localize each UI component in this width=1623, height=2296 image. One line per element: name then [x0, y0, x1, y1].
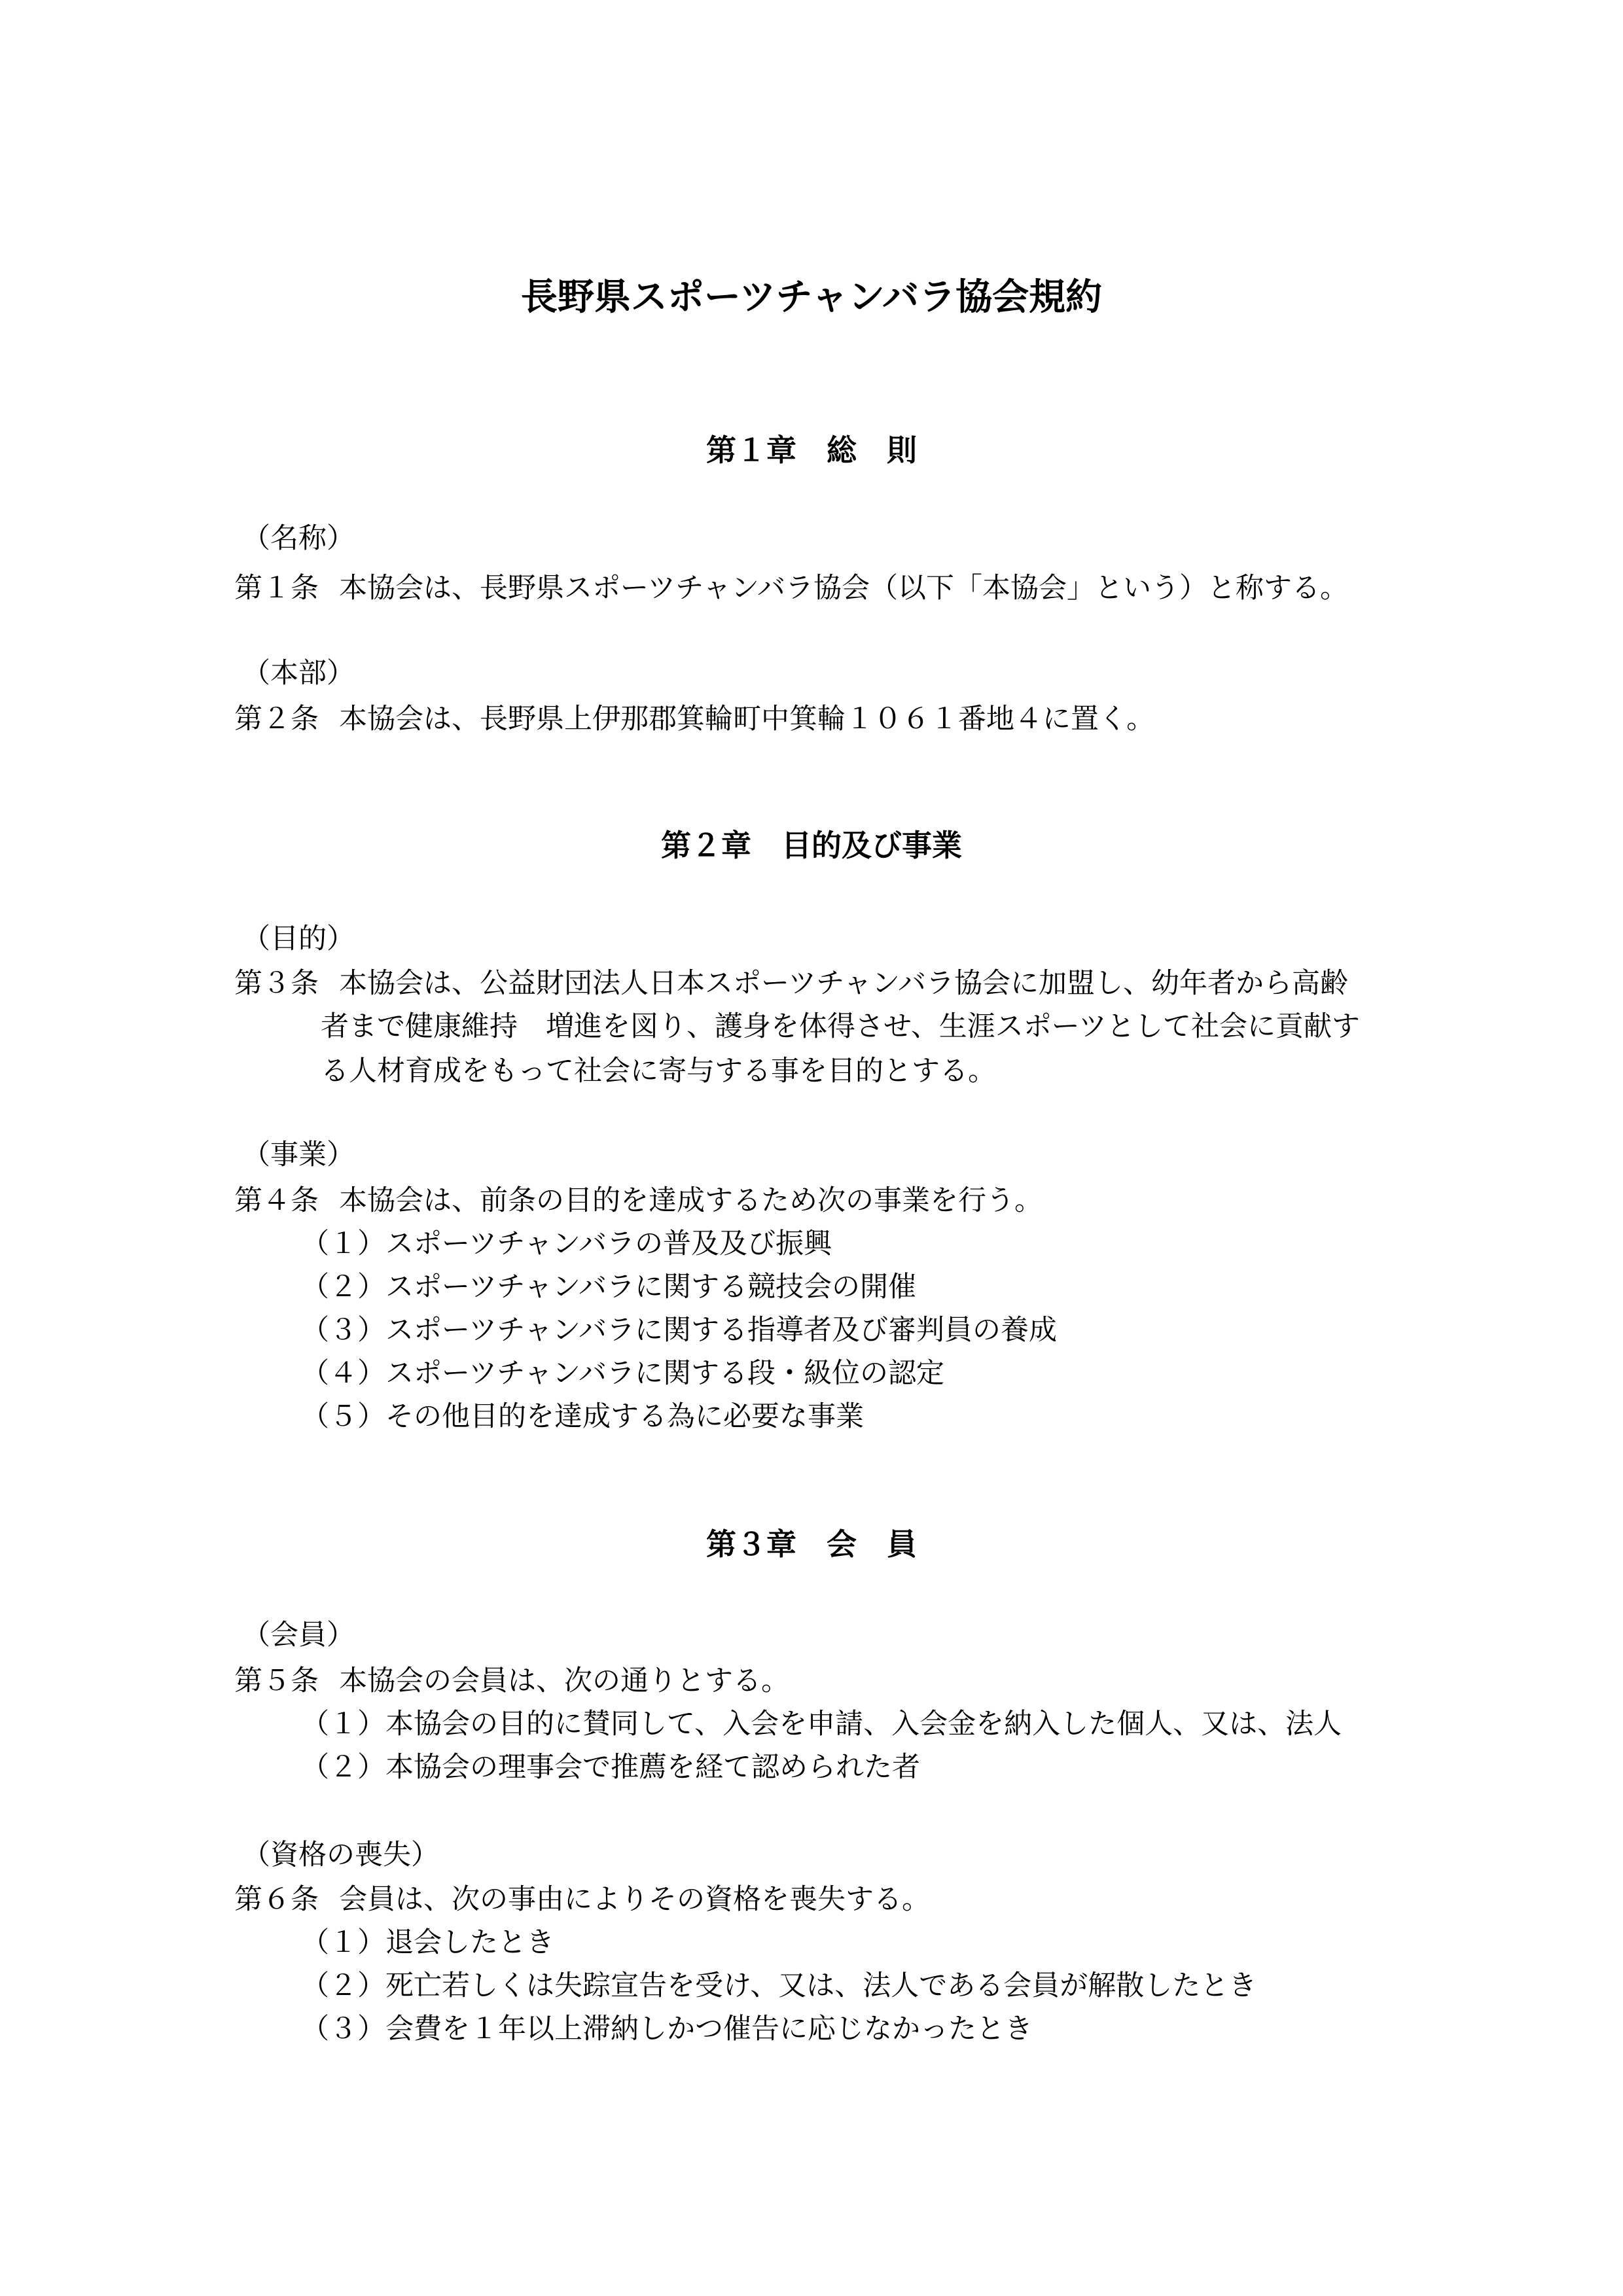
- article-line: [234, 1662, 789, 1700]
- article-continuation: 者まで健康維持 増進を図り、護身を体得させ、生涯スポーツとして社会に貢献す: [321, 1010, 1360, 1043]
- chapter-heading: 第３章 会 員: [706, 1527, 917, 1562]
- article-continuation: る人材育成をもって社会に寄与する事を目的とする。: [321, 1055, 996, 1087]
- article-line: [234, 700, 1154, 738]
- list-item: （１）本協会の目的に賛同して、入会を申請、入会金を納入した個人、又は、法人: [301, 1708, 1342, 1740]
- list-item: （２）死亡若しくは失踪宣告を受け、又は、法人である会員が解散したとき: [301, 1969, 1257, 2002]
- document-title: 長野県スポーツチャンバラ協会規約: [520, 275, 1103, 319]
- article-caption: （会員）: [242, 1619, 355, 1651]
- article-label: 第５条: [234, 1665, 319, 1697]
- article-label: 第３条: [234, 967, 319, 1000]
- list-item: （３）スポーツチャンバラに関する指導者及び審判員の養成: [301, 1314, 1057, 1347]
- chapter-heading: 第１章 総 則: [706, 433, 917, 468]
- article-caption: （本部）: [242, 657, 355, 690]
- article-caption: （目的）: [242, 923, 355, 955]
- article-line: [234, 1881, 930, 1918]
- article-text: 本協会は、公益財団法人日本スポーツチャンバラ協会に加盟し、幼年者から高齢: [339, 967, 1348, 1000]
- article-text: 本協会は、前条の目的を達成するため次の事業を行う。: [339, 1184, 1043, 1217]
- list-item: （３）会費を１年以上滞納しかつ催告に応じなかったとき: [301, 2013, 1033, 2045]
- article-text: 本協会は、長野県スポーツチャンバラ協会（以下「本協会」という）と称する。: [339, 572, 1348, 605]
- list-item: （２）本協会の理事会で推薦を経て認められた者: [301, 1751, 920, 1784]
- article-caption: （資格の喪失）: [242, 1839, 439, 1871]
- article-line: [234, 964, 1348, 1002]
- list-item: （５）その他目的を達成する為に必要な事業: [301, 1400, 864, 1433]
- list-item: （４）スポーツチャンバラに関する段・級位の認定: [301, 1357, 944, 1390]
- chapter-heading: 第２章 目的及び事業: [661, 828, 962, 863]
- article-text: 本協会の会員は、次の通りとする。: [339, 1665, 789, 1697]
- article-caption: （名称）: [242, 522, 355, 555]
- article-label: 第６条: [234, 1883, 319, 1916]
- list-item: （１）スポーツチャンバラの普及及び振興: [301, 1227, 832, 1260]
- article-text: 本協会は、長野県上伊那郡箕輪町中箕輪１０６１番地４に置く。: [339, 703, 1155, 735]
- list-item: （１）退会したとき: [301, 1926, 554, 1959]
- article-line: [234, 569, 1348, 607]
- article-caption: （事業）: [242, 1139, 355, 1171]
- article-label: 第２条: [234, 703, 319, 735]
- list-item: （２）スポーツチャンバラに関する競技会の開催: [301, 1271, 916, 1303]
- article-line: [234, 1182, 1043, 1220]
- article-label: 第４条: [234, 1184, 319, 1217]
- article-label: 第１条: [234, 572, 319, 605]
- article-text: 会員は、次の事由によりその資格を喪失する。: [339, 1883, 930, 1916]
